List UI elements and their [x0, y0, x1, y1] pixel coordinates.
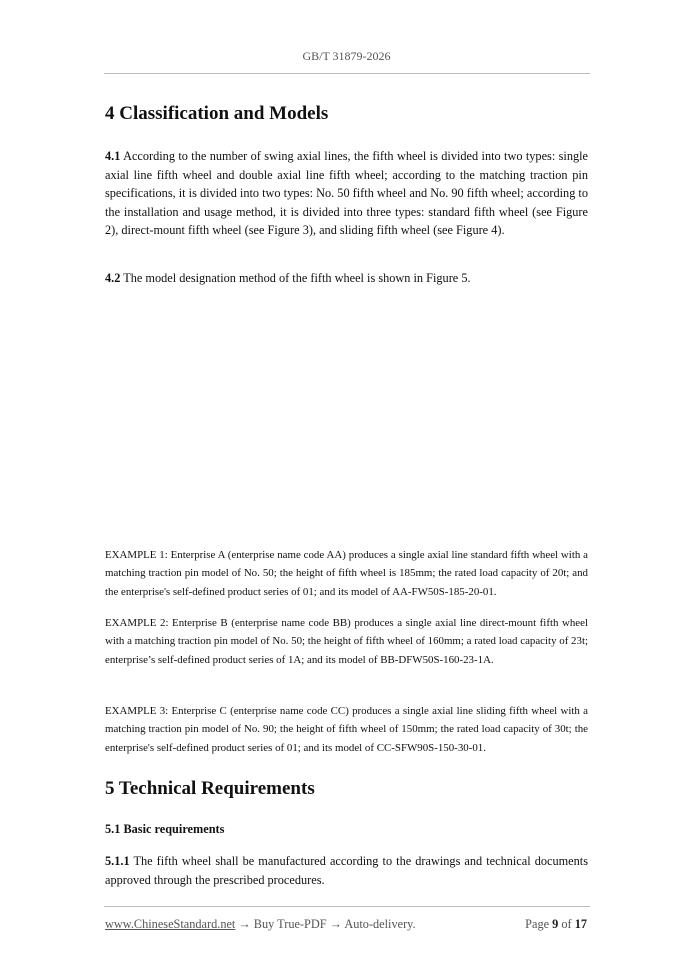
footer-tagline: → Buy True-PDF → Auto-delivery. — [235, 917, 416, 931]
example-3: EXAMPLE 3: Enterprise C (enterprise name code CC) produces a single axial line sliding fifth wheel with a matching traction pin model of No. 90; the height of fifth wheel of 150mm; the rated load capacity of 30t; the enterprise's self-defined product series of 01; and its model of CC-SFW90S-150-30-01. — [105, 705, 588, 754]
subsection-5-1-heading: 5.1 Basic requirements — [105, 822, 225, 836]
header-divider — [104, 73, 590, 74]
example-1: EXAMPLE 1: Enterprise A (enterprise name code AA) produces a single axial line standard fifth wheel with a matching traction pin model of No. 50; the height of fifth wheel is 185mm; the rated load capacity of 20t; and the enterprise's self-defined product series of 01; and its model of AA-FW50S-185-20-01. — [105, 549, 588, 598]
section-5-heading: 5 Technical Requirements — [105, 778, 315, 799]
clause-text-4-1: According to the number of swing axial lines, the fifth wheel is divided into two types: single axial line fifth wheel and double axial line fifth wheel; according to the matching traction pin specifications, it is divided into two types: No. 50 fifth wheel and No. 90 fifth wheel; according to the installation and usage method, it is divided into three types: standard fifth wheel (see Figure 2), direct-mount fifth wheel (see Figure 3), and sliding fifth wheel (see Figure 4). — [105, 149, 588, 238]
clause-number-5-1-1: 5.1.1 — [105, 854, 130, 868]
clause-text-5-1-1: The fifth wheel shall be manufactured according to the drawings and technical documents approved through the prescribed procedures. — [105, 854, 588, 887]
example-2: EXAMPLE 2: Enterprise B (enterprise name code BB) produces a single axial line direct-mount fifth wheel with a matching traction pin model of No. 50; the height of fifth wheel of 160mm; a rated load capacity of 23t; enterprise’s self-defined product series of 1A; and its model of BB-DFW50S-160-23-1A. — [105, 617, 588, 666]
page-label: Page — [525, 917, 550, 931]
document-code-header: GB/T 31879-2026 — [302, 49, 391, 63]
footer-divider — [104, 906, 590, 907]
chinesestandard-link[interactable]: www.ChineseStandard.net — [105, 917, 236, 931]
paragraph-4-2 — [105, 269, 588, 288]
current-page-number: 9 — [552, 917, 559, 931]
clause-text-4-2: The model designation method of the fifth wheel is shown in Figure 5. — [120, 271, 471, 285]
clause-number-4-1: 4.1 — [105, 149, 121, 163]
section-4-heading: 4 Classification and Models — [105, 103, 329, 124]
paragraph-5-1-1 — [105, 852, 588, 889]
paragraph-4-1 — [105, 147, 588, 240]
page-indicator — [525, 917, 587, 932]
clause-number-4-2: 4.2 — [105, 271, 121, 285]
total-pages-number: 17 — [574, 917, 587, 931]
footer-promo — [105, 917, 416, 932]
of-label: of — [561, 917, 572, 931]
